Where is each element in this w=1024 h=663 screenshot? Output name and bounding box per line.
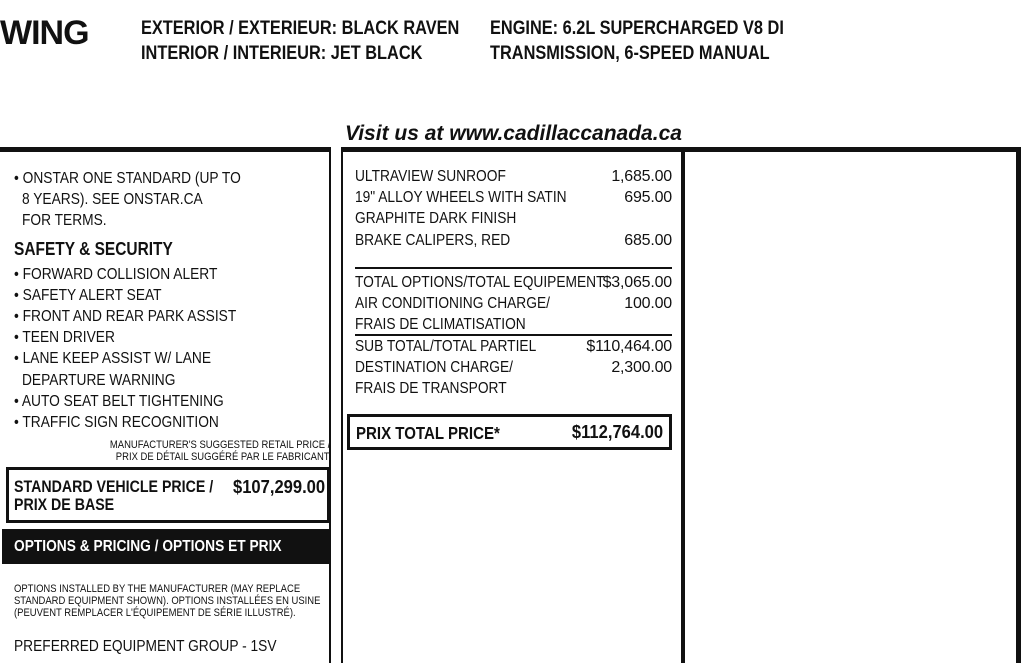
destination-row [355,359,672,380]
option-label: BRAKE CALIPERS, RED [355,232,511,249]
safety-heading: SAFETY & SECURITY [14,239,173,259]
safety-item: • LANE KEEP ASSIST W/ LANE [14,350,212,367]
rule-above-subtotal [355,334,672,336]
preferred-equipment-group: PREFERRED EQUIPMENT GROUP - 1SV [14,638,277,655]
interior-color: INTERIOR / INTERIEUR: JET BLACK [141,43,423,64]
options-pricing-banner [2,529,331,564]
option-price: 1,685.00 [611,168,672,185]
option-row [355,168,672,189]
safety-item: • AUTO SEAT BELT TIGHTENING [14,393,224,410]
destination-label: DESTINATION CHARGE/ [355,359,513,376]
option-row [355,210,672,231]
visit-website-text: Visit us at www.cadillaccanada.ca [345,122,682,145]
exterior-color: EXTERIOR / EXTERIEUR: BLACK RAVEN [141,18,460,39]
ac-charge-label-fr: FRAIS DE CLIMATISATION [355,316,526,333]
destination-row-fr [355,380,672,401]
option-label: ULTRAVIEW SUNROOF [355,168,506,185]
safety-item: • SAFETY ALERT SEAT [14,287,162,304]
option-price: 695.00 [624,189,672,206]
safety-item: • TEEN DRIVER [14,329,115,346]
destination-label-fr: FRAIS DE TRANSPORT [355,380,507,397]
ac-charge-label: AIR CONDITIONING CHARGE/ [355,295,550,312]
onstar-line-2: 8 YEARS). SEE ONSTAR.CA [22,191,203,208]
standard-price-label-1: STANDARD VEHICLE PRICE / [14,478,214,496]
option-row [355,232,672,253]
subtotal-value: $110,464.00 [586,338,672,355]
right-column-top-border [681,147,1021,152]
msrp-note-line-2: PRIX DE DÉTAIL SUGGÉRÉ PAR LE FABRICANT [116,451,330,463]
transmission-spec: TRANSMISSION, 6-SPEED MANUAL [490,43,770,64]
options-note-line-2: STANDARD EQUIPMENT SHOWN). OPTIONS INSTALLÉES EN USINE [14,595,321,607]
total-price-value: $112,764.00 [571,422,663,442]
total-price-box [347,414,672,450]
safety-item: • TRAFFIC SIGN RECOGNITION [14,414,219,431]
msrp-note-line-1: MANUFACTURER'S SUGGESTED RETAIL PRICE / [109,439,330,451]
total-options-row [355,274,672,295]
ac-charge-row [355,295,672,316]
option-label: GRAPHITE DARK FINISH [355,210,517,227]
option-row [355,189,672,210]
standard-price-label-2: PRIX DE BASE [14,496,115,514]
subtotal-row [355,338,672,359]
middle-column-right-border [681,147,685,663]
standard-price-value: $107,299.00 [232,477,325,497]
subtotal-label: SUB TOTAL/TOTAL PARTIEL [355,338,537,355]
total-options-label: TOTAL OPTIONS/TOTAL EQUIPEMENT [355,274,605,291]
engine-spec: ENGINE: 6.2L SUPERCHARGED V8 DI [490,18,784,39]
safety-item: • FORWARD COLLISION ALERT [14,266,218,283]
ac-charge-value: 100.00 [624,295,672,312]
middle-column-top-border [341,147,686,152]
total-options-value: $3,065.00 [602,274,672,291]
right-column-right-border [1016,147,1021,663]
safety-item: DEPARTURE WARNING [22,372,176,389]
option-price: 685.00 [624,232,672,249]
options-note-line-3: (PEUVENT REMPLACER L'ÉQUIPEMENT DE SÉRIE ILLUSTRÉ). [14,607,296,619]
option-label: 19" ALLOY WHEELS WITH SATIN [355,189,567,206]
rule-above-total-options [355,267,672,269]
model-name-fragment: WING [0,14,89,52]
onstar-line-1: • ONSTAR ONE STANDARD (UP TO [14,170,241,187]
options-note-line-1: OPTIONS INSTALLED BY THE MANUFACTURER (MAY REPLACE [14,583,301,595]
total-price-label: PRIX TOTAL PRICE* [356,423,500,443]
standard-vehicle-price-box [6,467,330,523]
destination-value: 2,300.00 [611,359,672,376]
left-column-top-border [0,147,331,152]
onstar-line-3: FOR TERMS. [22,212,107,229]
safety-item: • FRONT AND REAR PARK ASSIST [14,308,237,325]
options-pricing-banner-label: OPTIONS & PRICING / OPTIONS ET PRIX [14,538,282,555]
